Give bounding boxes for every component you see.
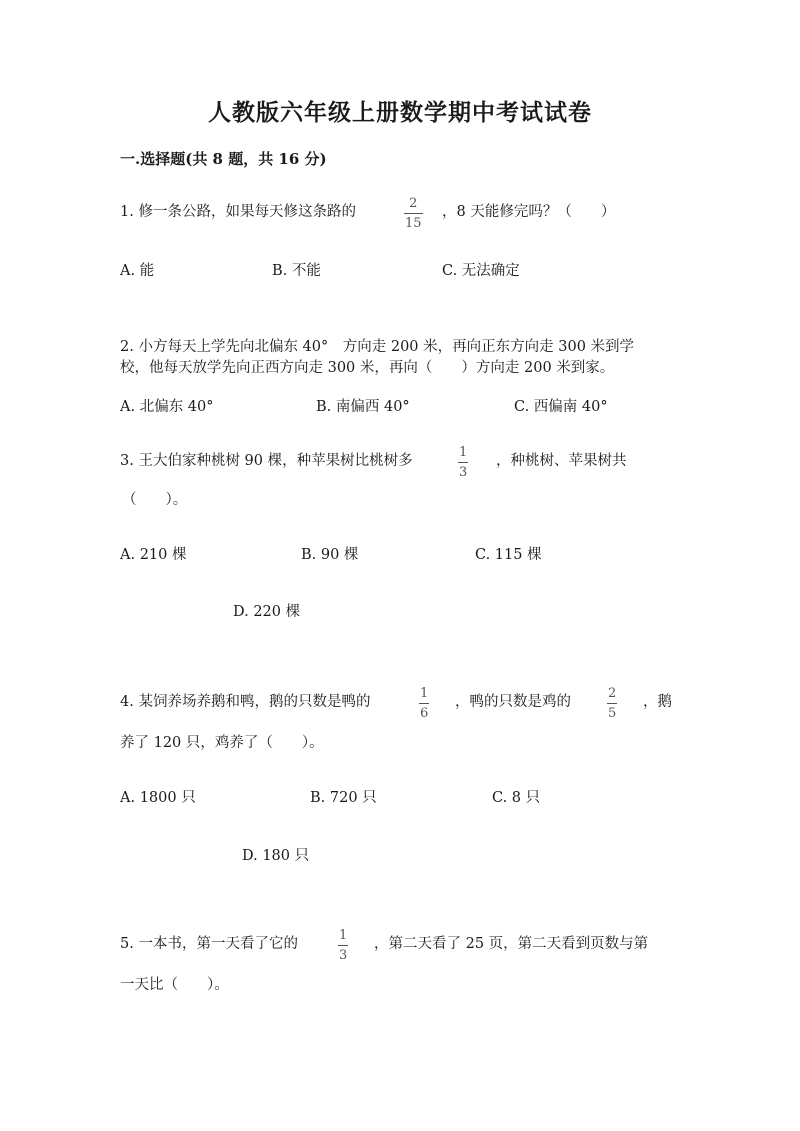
question-3-stem-b: ，种桃树、苹果树共 [496, 453, 627, 469]
question-4-option-a[interactable]: A. 1800 只 [120, 790, 196, 806]
fraction-bar [419, 703, 429, 704]
question-3-line-2: （ ）。 [122, 492, 188, 508]
question-1-fraction [404, 196, 423, 231]
question-1-option-a[interactable]: A. 能 [120, 263, 155, 279]
question-4-option-d[interactable]: D. 180 只 [242, 848, 310, 864]
question-1-option-c[interactable]: C. 无法确定 [442, 263, 520, 279]
question-5-fraction [338, 928, 348, 963]
question-4-stem-b: ，鹅 [643, 694, 672, 710]
question-4-stem-a: 4. 某饲养场养鹅和鸭，鹅的只数是鸭的 [120, 694, 371, 710]
question-2-line-2: 校，他每天放学先向正西方向走 300 米，再向（ ）方向走 200 米到家。 [120, 360, 615, 376]
fraction-bar [338, 945, 348, 946]
question-5-stem-b: ，第二天看了 25 页，第二天看到页数与第 [374, 936, 649, 952]
fraction-denominator: 6 [420, 706, 429, 721]
question-5-line-2: 一天比（ ）。 [120, 977, 229, 993]
fraction-denominator: 3 [339, 948, 348, 963]
question-4-fraction-1 [419, 686, 429, 721]
page-title: 人教版六年级上册数学期中考试试卷 [208, 99, 592, 126]
question-3-option-a[interactable]: A. 210 棵 [120, 547, 187, 563]
fraction-numerator: 2 [409, 196, 418, 211]
question-1-stem-b: ，8 天能修完吗？（ ） [442, 204, 616, 220]
question-2-option-c[interactable]: C. 西偏南 40° [514, 399, 608, 415]
question-2-option-a[interactable]: A. 北偏东 40° [120, 399, 214, 415]
fraction-denominator: 3 [459, 465, 468, 480]
question-4-fraction-2 [607, 686, 617, 721]
fraction-denominator: 15 [405, 216, 422, 231]
question-4-option-c[interactable]: C. 8 只 [492, 790, 541, 806]
section-heading: 一.选择题(共 8 题，共 16 分) [120, 150, 327, 168]
question-4-line-2: 养了 120 只，鸡养了（ ）。 [120, 735, 324, 751]
fraction-bar [404, 213, 423, 214]
fraction-numerator: 1 [459, 445, 468, 460]
question-4-stem-mid: ，鸭的只数是鸡的 [455, 694, 571, 710]
question-1-stem-a: 1. 修一条公路，如果每天修这条路的 [120, 204, 356, 220]
question-2-line-1: 2. 小方每天上学先向北偏东 40° 方向走 200 米，再向正东方向走 300 米到学 [120, 339, 635, 355]
question-3-stem-a: 3. 王大伯家种桃树 90 棵，种苹果树比桃树多 [120, 453, 413, 469]
question-3-option-c[interactable]: C. 115 棵 [475, 547, 542, 563]
fraction-numerator: 1 [339, 928, 348, 943]
fraction-numerator: 2 [608, 686, 617, 701]
question-4-option-b[interactable]: B. 720 只 [310, 790, 377, 806]
question-2-option-b[interactable]: B. 南偏西 40° [316, 399, 410, 415]
question-5-stem-a: 5. 一本书，第一天看了它的 [120, 936, 298, 952]
fraction-numerator: 1 [420, 686, 429, 701]
question-3-option-d[interactable]: D. 220 棵 [233, 604, 301, 620]
question-3-fraction [458, 445, 468, 480]
fraction-denominator: 5 [608, 706, 617, 721]
question-1-option-b[interactable]: B. 不能 [272, 263, 321, 279]
fraction-bar [458, 462, 468, 463]
fraction-bar [607, 703, 617, 704]
question-3-option-b[interactable]: B. 90 棵 [301, 547, 359, 563]
